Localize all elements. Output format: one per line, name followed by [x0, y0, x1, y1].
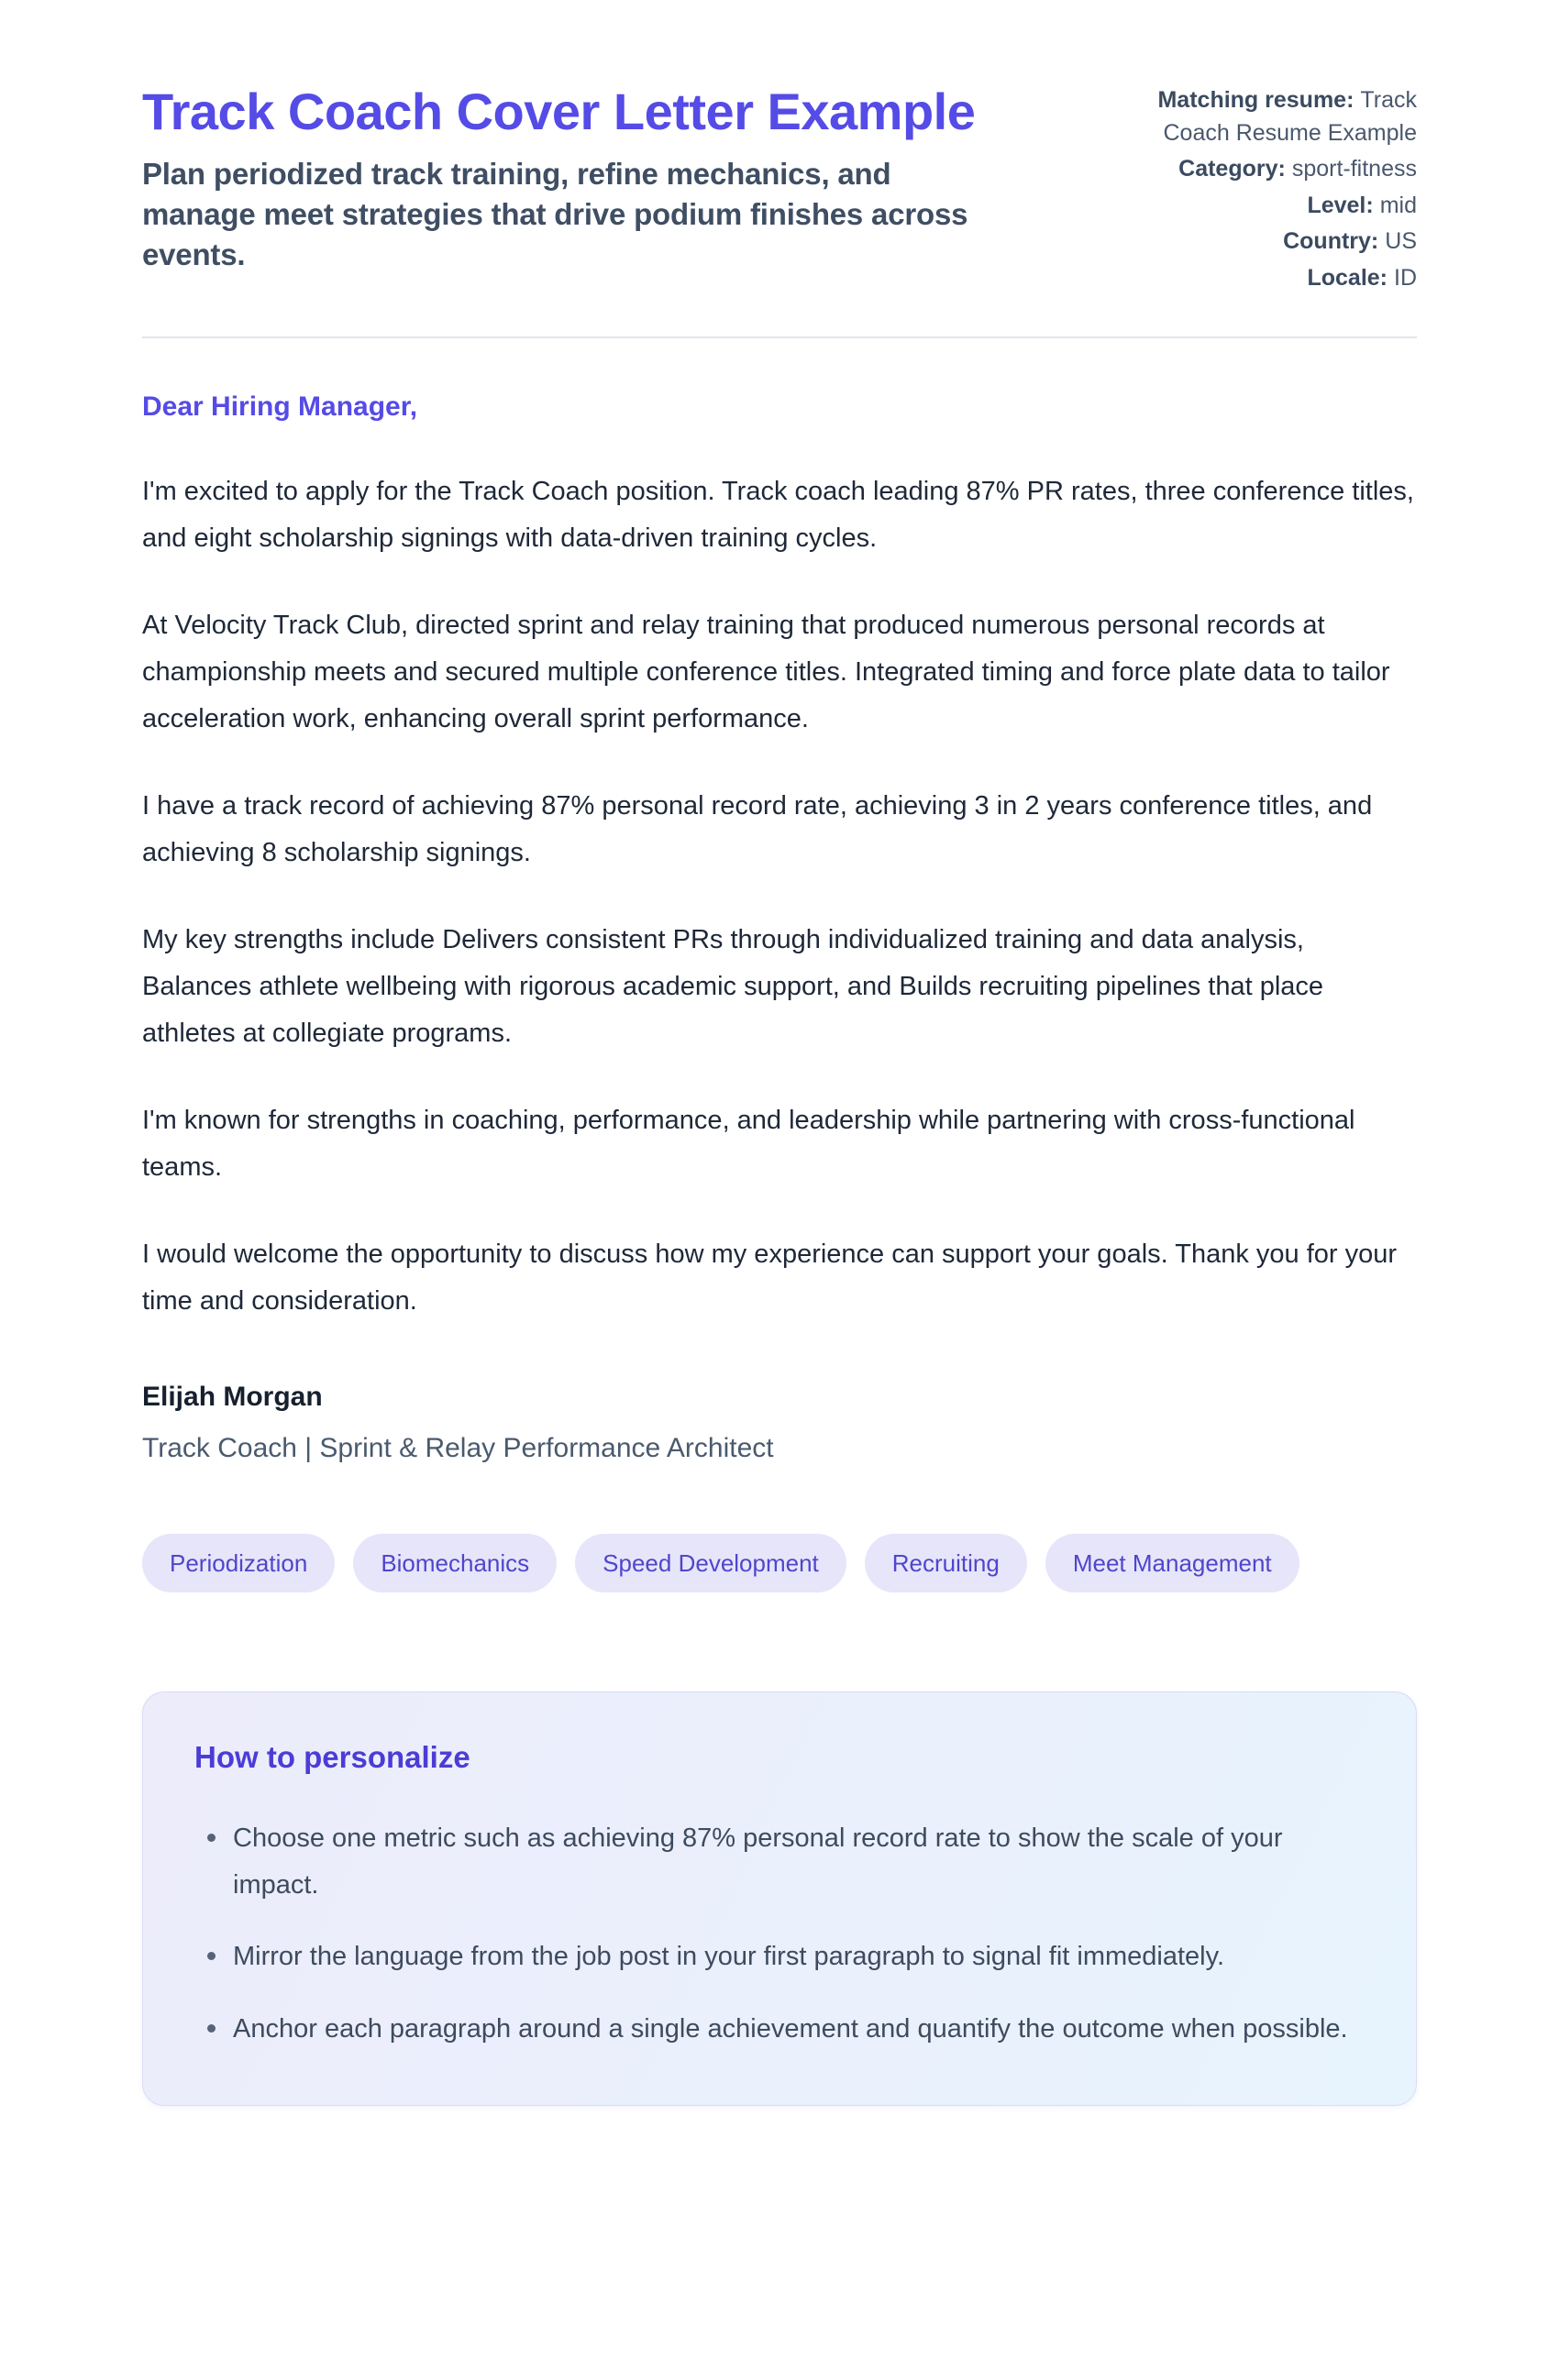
letter-paragraph: I'm excited to apply for the Track Coach position. Track coach leading 87% PR rates, three conference titles, and eight scholarship signings with data-driven training cycles. — [142, 477, 1414, 554]
page-header — [142, 81, 1417, 338]
tag-meet-management[interactable]: Meet Management — [1045, 1534, 1299, 1592]
meta-category — [1142, 153, 1417, 186]
meta-matching-resume — [1142, 84, 1417, 149]
tag-speed-development[interactable]: Speed Development — [575, 1534, 846, 1592]
meta-level-label: Level: — [1307, 192, 1374, 218]
letter-paragraph: I'm known for strengths in coaching, performance, and leadership while partnering with cross-functional teams. — [142, 1106, 1355, 1183]
letter-paragraph: I have a track record of achieving 87% personal record rate, achieving 3 in 2 years conference titles, and achieving 8 scholarship signings. — [142, 791, 1373, 868]
tag-periodization[interactable]: Periodization — [142, 1534, 335, 1592]
letter-body — [142, 468, 1417, 1325]
signature-name: Elijah Morgan — [142, 1382, 323, 1413]
letter-paragraph: I would welcome the opportunity to discuss how my experience can support your goals. Thank you for your time and consideration. — [142, 1240, 1398, 1317]
personalize-callout — [142, 1691, 1417, 2106]
personalize-heading: How to personalize — [194, 1740, 470, 1775]
meta-country — [1142, 226, 1417, 259]
meta-locale-value: ID — [1394, 264, 1417, 291]
meta-matching-resume-label: Matching resume: — [1157, 87, 1354, 113]
personalize-bullet: Mirror the language from the job post in your first paragraph to signal fit immediately. — [194, 1934, 1365, 1979]
meta-locale-label: Locale: — [1307, 264, 1388, 291]
signature-block — [142, 1382, 1417, 1464]
meta-category-label: Category: — [1178, 156, 1286, 182]
personalize-bullet: Choose one metric such as achieving 87% personal record rate to show the scale of your impact. — [194, 1815, 1365, 1908]
meta-level-value: mid — [1379, 192, 1417, 218]
tag-biomechanics[interactable]: Biomechanics — [353, 1534, 557, 1592]
meta-country-value: US — [1385, 228, 1417, 254]
letter-paragraph: My key strengths include Delivers consistent PRs through individualized training and data analysis, Balances athlete wellbeing with rigorous academic support, and Builds recruiting pipelines that place athletes at collegiate programs. — [142, 925, 1324, 1049]
tag-recruiting[interactable]: Recruiting — [865, 1534, 1027, 1592]
skill-tags — [142, 1534, 1417, 1592]
letter-salutation: Dear Hiring Manager, — [142, 391, 418, 422]
meta-country-label: Country: — [1283, 228, 1379, 254]
meta-level — [1142, 190, 1417, 223]
page-subtitle: Plan periodized track training, refine mechanics, and manage meet strategies that drive podium finishes across events. — [142, 157, 968, 272]
personalize-list — [194, 1815, 1365, 2052]
meta-matching-resume-value: Track Coach Resume Example — [1163, 87, 1417, 146]
personalize-bullet: Anchor each paragraph around a single achievement and quantify the outcome when possible. — [194, 2006, 1365, 2052]
page-title: Track Coach Cover Letter Example — [142, 83, 976, 140]
resume-meta-block — [1142, 84, 1417, 298]
meta-category-value: sport-fitness — [1291, 156, 1417, 182]
signature-role: Track Coach | Sprint & Relay Performance Architect — [142, 1433, 774, 1464]
letter-paragraph: At Velocity Track Club, directed sprint and relay training that produced numerous personal records at championship meets and secured multiple conference titles. Integrated timing and force plate data to tailor acceleration work, enhancing overall sprint performance. — [142, 611, 1390, 734]
meta-locale — [1142, 262, 1417, 295]
header-title-block — [142, 81, 986, 275]
